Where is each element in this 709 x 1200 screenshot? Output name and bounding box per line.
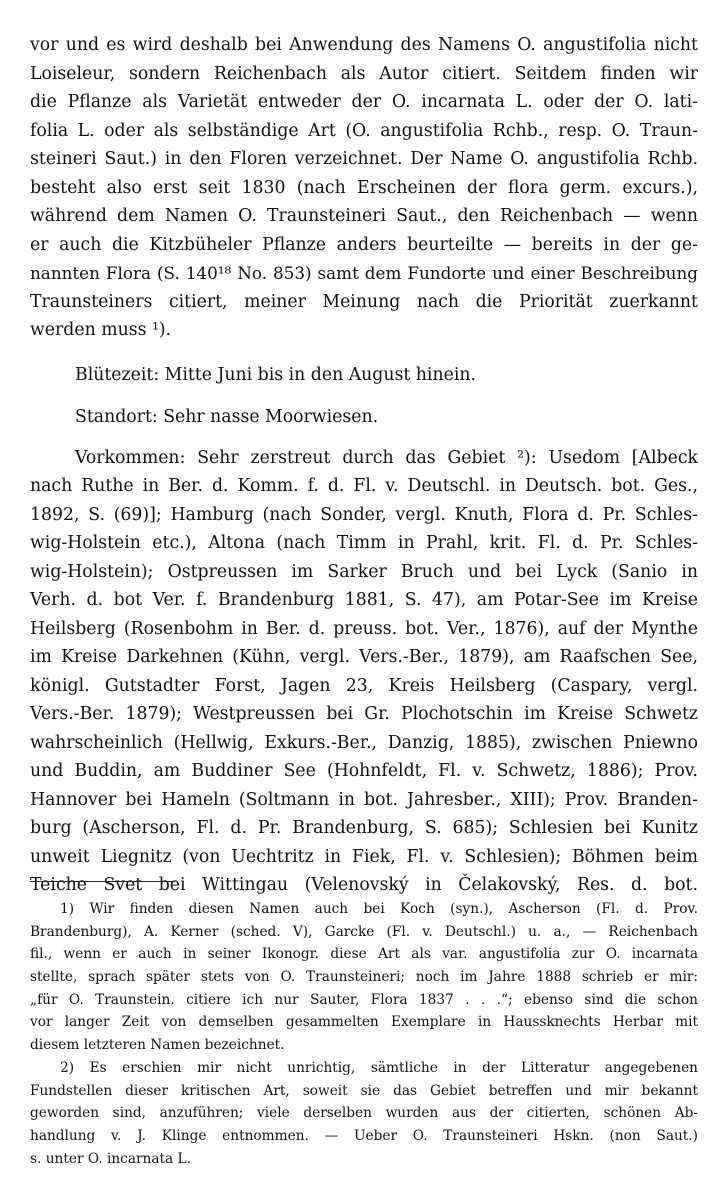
footnote-line: 2) Es erschien mir nicht unrichtig, sämtliche in der Litteratur angegebenen bbox=[60, 1059, 698, 1076]
text-line: werden muss ¹). bbox=[30, 320, 172, 340]
text-line: er auch die Kitzbüheler Pflanze anders beurteilte — bereits in der ge- bbox=[30, 234, 698, 255]
text-line: Traunsteiners citiert, meiner Meinung nach die Priorität zuerkannt bbox=[30, 291, 698, 312]
vorkommen-paragraph bbox=[30, 444, 698, 900]
text-line: folia L. oder als selbständige Art (O. angustifolia Rchb., resp. O. Traun- bbox=[30, 120, 698, 141]
footnote-line: handlung v. J. Klinge entnommen. — Ueber O. Traunsteineri Hskn. (non Saut.) bbox=[30, 1127, 698, 1144]
text-line: Heilsberg (Rosenbohm in Ber. d. preuss. bot. Ver., 1876), auf der Mynthe bbox=[30, 618, 698, 639]
intro-paragraph bbox=[30, 31, 698, 345]
text-line: wig-Holstein etc.), Altona (nach Timm in Prahl, krit. Fl. d. Pr. Schles- bbox=[30, 533, 698, 553]
footnote-line: vor langer Zeit von demselben gesammelten Exemplare in Haussknechts Herbar mit bbox=[30, 1014, 698, 1031]
footnote-line: stellte, sprach später stets von O. Traunsteineri; noch im Jahre 1888 schrieb er mir: bbox=[30, 969, 698, 986]
footnote-line: diesem letzteren Namen bezeichnet. bbox=[30, 1037, 285, 1054]
text-line: Teiche Svet bei Wittingau (Velenovský in Čelakovský, Res. d. bot. bbox=[30, 875, 698, 895]
bluetezeit-paragraph bbox=[30, 361, 698, 390]
text-line: während dem Namen O. Traunsteineri Saut., den Reichenbach — wenn bbox=[30, 206, 698, 226]
main-text bbox=[30, 31, 698, 920]
text-line: Loiseleur, sondern Reichenbach als Autor citiert. Seitdem finden wir bbox=[30, 63, 698, 84]
footnote-line: s. unter O. incarnata L. bbox=[30, 1150, 191, 1167]
footnote-divider bbox=[30, 881, 175, 882]
text-line: Vorkommen: Sehr zerstreut durch das Gebiet ²): Usedom [Albeck bbox=[75, 447, 698, 468]
text-line: Hannover bei Hameln (Soltmann in bot. Jahresber., XIII); Prov. Branden- bbox=[30, 789, 698, 810]
text-line: nach Ruthe in Ber. d. Komm. f. d. Fl. v. Deutschl. in Deutsch. bot. Ges., bbox=[30, 476, 698, 496]
text-line: 1892, S. (69)]; Hamburg (nach Sonder, vergl. Knuth, Flora d. Pr. Schles- bbox=[30, 504, 698, 525]
footnote-line: Brandenburg), A. Kerner (sched. V), Garcke (Fl. v. Deutschl.) u. a., — Reichenbach bbox=[30, 923, 698, 940]
footnotes bbox=[30, 898, 698, 1170]
text-line: im Kreise Darkehnen (Kühn, vergl. Vers.-Ber., 1879), am Raafschen See, bbox=[30, 647, 698, 667]
text-line: Blütezeit: Mitte Juni bis in den August hinein. bbox=[75, 364, 476, 385]
text-line: steineri Saut.) in den Floren verzeichnet. Der Name O. angustifolia Rchb. bbox=[30, 149, 698, 169]
text-line: Verh. d. bot Ver. f. Brandenburg 1881, S. 47), am Potar-See im Kreise bbox=[30, 590, 698, 610]
footnote-line: fil., wenn er auch in seiner Ikonogr. diese Art als var. angustifolia zur O. incarnata bbox=[30, 946, 698, 963]
footnote-line: 1) Wir finden diesen Namen auch bei Koch (syn.), Ascherson (Fl. d. Prov. bbox=[60, 901, 698, 917]
text-line: vor und es wird deshalb bei Anwendung des Namens O. angustifolia nicht bbox=[30, 35, 698, 55]
text-line: und Buddin, am Buddiner See (Hohnfeldt, Fl. v. Schwetz, 1886); Prov. bbox=[30, 761, 698, 781]
footnote-1 bbox=[30, 898, 698, 1057]
standort-paragraph bbox=[30, 403, 698, 432]
footnote-line: Fundstellen dieser kritischen Art, soweit sie das Gebiet betreffen und mir bekannt bbox=[30, 1082, 698, 1099]
text-line: unweit Liegnitz (von Uechtritz in Fiek, Fl. v. Schlesien); Böhmen beim bbox=[30, 846, 698, 867]
text-line: besteht also erst seit 1830 (nach Erscheinen der flora germ. excurs.), bbox=[30, 177, 698, 198]
footnote-line: geworden sind, anzuführen; viele derselben wurden aus der citierten, schönen Ab- bbox=[30, 1105, 698, 1122]
text-line: Standort: Sehr nasse Moorwiesen. bbox=[75, 407, 379, 427]
text-line: wig-Holstein); Ostpreussen im Sarker Bruch und bei Lyck (Sanio in bbox=[30, 561, 698, 582]
footnote-line: „für O. Traunstein. citiere ich nur Sauter, Flora 1837 . . .“; ebenso sind die schon bbox=[30, 991, 698, 1008]
text-line: königl. Gutstadter Forst, Jagen 23, Kreis Heilsberg (Caspary, vergl. bbox=[30, 675, 698, 696]
text-line: Vers.-Ber. 1879); Westpreussen bei Gr. Plochotschin im Kreise Schwetz bbox=[30, 704, 698, 724]
text-line: wahrscheinlich (Hellwig, Exkurs.-Ber., Danzig, 1885), zwischen Pniewno bbox=[30, 732, 698, 753]
text-line: burg (Ascherson, Fl. d. Pr. Brandenburg, S. 685); Schlesien bei Kunitz bbox=[30, 818, 698, 838]
text-line: nannten Flora (S. 140¹⁸ No. 853) samt dem Fundorte und einer Beschreibung bbox=[30, 263, 698, 283]
text-line: die Pflanze als Varietät entweder der O. incarnata L. oder der O. lati- bbox=[30, 92, 698, 112]
footnote-2 bbox=[30, 1057, 698, 1170]
